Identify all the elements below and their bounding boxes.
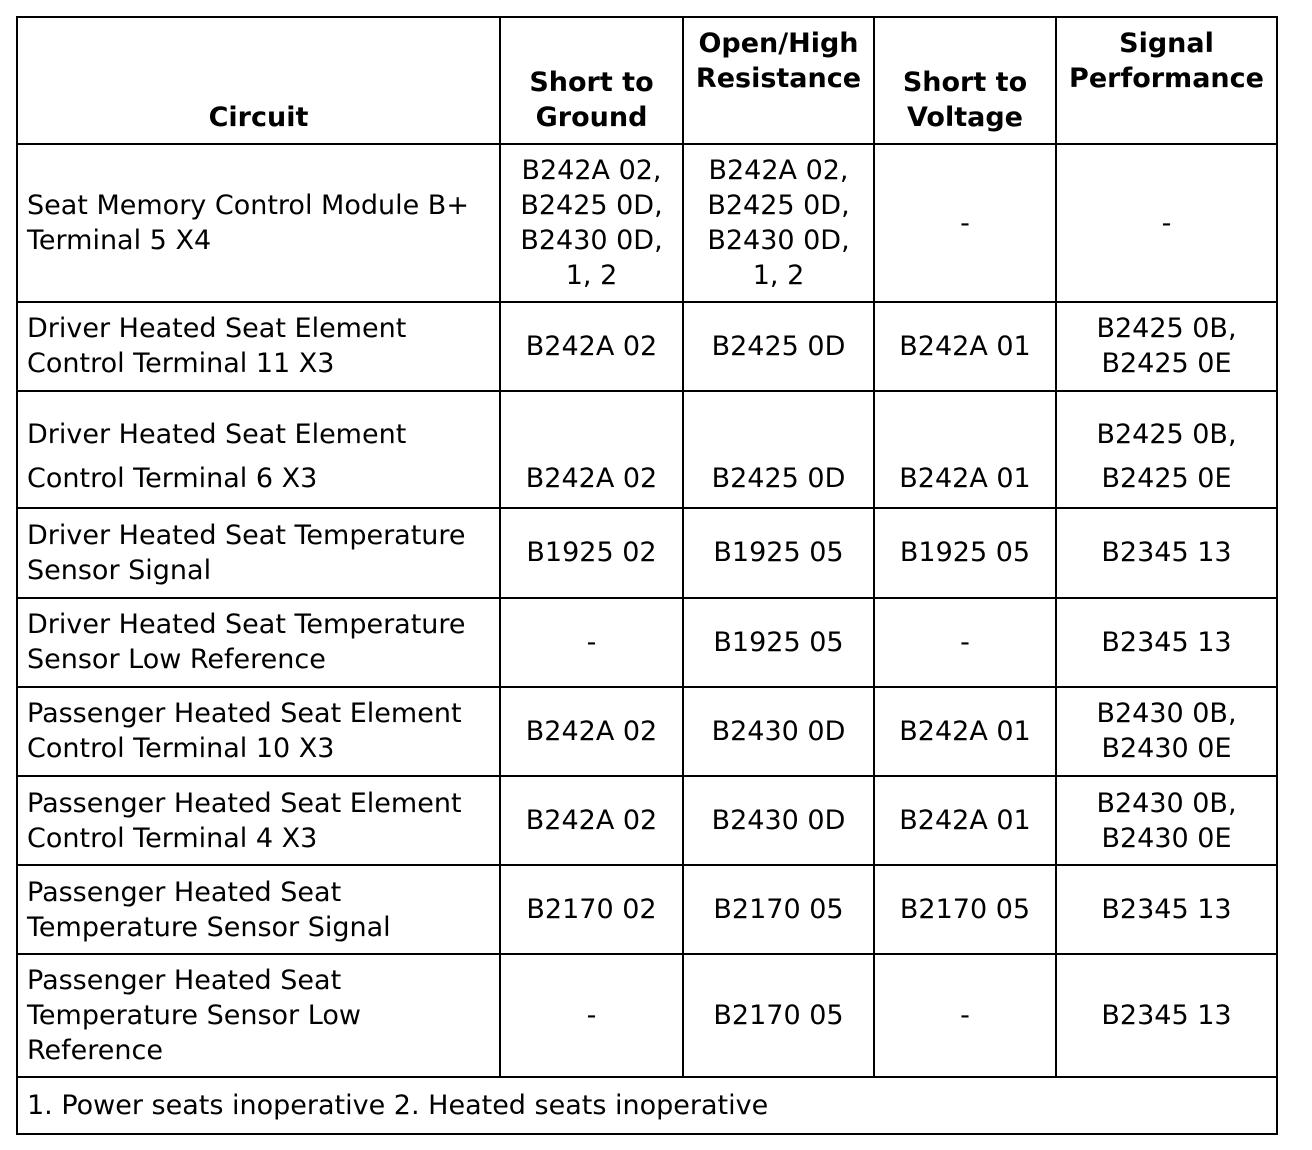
circuit-cell: Passenger Heated Seat Element Control Terminal 4 X3 — [17, 776, 500, 865]
short-to-voltage-cell: B242A 01 — [874, 687, 1056, 776]
circuit-cell: Driver Heated Seat Temperature Sensor Signal — [17, 508, 500, 597]
footnote: 1. Power seats inoperative 2. Heated seats inoperative — [17, 1077, 1277, 1134]
short-to-voltage-cell: B242A 01 — [874, 302, 1056, 391]
signal-performance-cell: B2425 0B, B2425 0E — [1056, 302, 1277, 391]
short-to-ground-cell: B242A 02 — [500, 776, 683, 865]
short-to-ground-cell: B242A 02 — [500, 687, 683, 776]
short-to-ground-cell: - — [500, 954, 683, 1076]
header-open-high-resistance: Open/High Resistance — [683, 17, 874, 144]
open-high-resistance-cell: B2430 0D — [683, 687, 874, 776]
short-to-voltage-cell: B2170 05 — [874, 865, 1056, 954]
open-high-resistance-cell: B2425 0D — [683, 302, 874, 391]
table-row — [17, 865, 1277, 954]
signal-performance-cell: B2345 13 — [1056, 508, 1277, 597]
signal-performance-cell: B2345 13 — [1056, 598, 1277, 687]
short-to-voltage-cell: - — [874, 598, 1056, 687]
header-signal-performance: Signal Performance — [1056, 17, 1277, 144]
circuit-cell: Driver Heated Seat Element Control Terminal 6 X3 — [17, 391, 500, 508]
short-to-ground-cell: B2170 02 — [500, 865, 683, 954]
footnote-row — [17, 1077, 1277, 1134]
signal-performance-cell: B2430 0B, B2430 0E — [1056, 687, 1277, 776]
open-high-resistance-cell: B1925 05 — [683, 598, 874, 687]
open-high-resistance-cell: B1925 05 — [683, 508, 874, 597]
table-row — [17, 776, 1277, 865]
circuit-cell: Passenger Heated Seat Temperature Sensor Low Reference — [17, 954, 500, 1076]
signal-performance-cell: B2345 13 — [1056, 865, 1277, 954]
table-row — [17, 302, 1277, 391]
open-high-resistance-cell: B2425 0D — [683, 391, 874, 508]
circuit-cell: Seat Memory Control Module B+ Terminal 5 X4 — [17, 144, 500, 301]
short-to-ground-cell: - — [500, 598, 683, 687]
short-to-voltage-cell: B242A 01 — [874, 391, 1056, 508]
table-row — [17, 954, 1277, 1076]
circuit-cell: Driver Heated Seat Temperature Sensor Low Reference — [17, 598, 500, 687]
short-to-ground-cell: B242A 02 — [500, 302, 683, 391]
open-high-resistance-cell: B2170 05 — [683, 954, 874, 1076]
signal-performance-cell: B2430 0B, B2430 0E — [1056, 776, 1277, 865]
dtc-table — [16, 16, 1278, 1135]
short-to-voltage-cell: B1925 05 — [874, 508, 1056, 597]
signal-performance-cell: - — [1056, 144, 1277, 301]
table-row — [17, 391, 1277, 508]
open-high-resistance-cell: B2430 0D — [683, 776, 874, 865]
open-high-resistance-cell: B2170 05 — [683, 865, 874, 954]
header-short-to-ground: Short to Ground — [500, 17, 683, 144]
signal-performance-cell: B2345 13 — [1056, 954, 1277, 1076]
signal-performance-cell: B2425 0B, B2425 0E — [1056, 391, 1277, 508]
table-row — [17, 144, 1277, 301]
header-circuit: Circuit — [17, 17, 500, 144]
short-to-voltage-cell: - — [874, 954, 1056, 1076]
circuit-cell: Passenger Heated Seat Temperature Sensor Signal — [17, 865, 500, 954]
circuit-cell: Passenger Heated Seat Element Control Terminal 10 X3 — [17, 687, 500, 776]
short-to-ground-cell: B242A 02, B2425 0D, B2430 0D, 1, 2 — [500, 144, 683, 301]
table-row — [17, 508, 1277, 597]
short-to-ground-cell: B1925 02 — [500, 508, 683, 597]
short-to-ground-cell: B242A 02 — [500, 391, 683, 508]
header-row — [17, 17, 1277, 144]
short-to-voltage-cell: B242A 01 — [874, 776, 1056, 865]
table-row — [17, 687, 1277, 776]
header-short-to-voltage: Short to Voltage — [874, 17, 1056, 144]
open-high-resistance-cell: B242A 02, B2425 0D, B2430 0D, 1, 2 — [683, 144, 874, 301]
short-to-voltage-cell: - — [874, 144, 1056, 301]
circuit-cell: Driver Heated Seat Element Control Terminal 11 X3 — [17, 302, 500, 391]
table-row — [17, 598, 1277, 687]
